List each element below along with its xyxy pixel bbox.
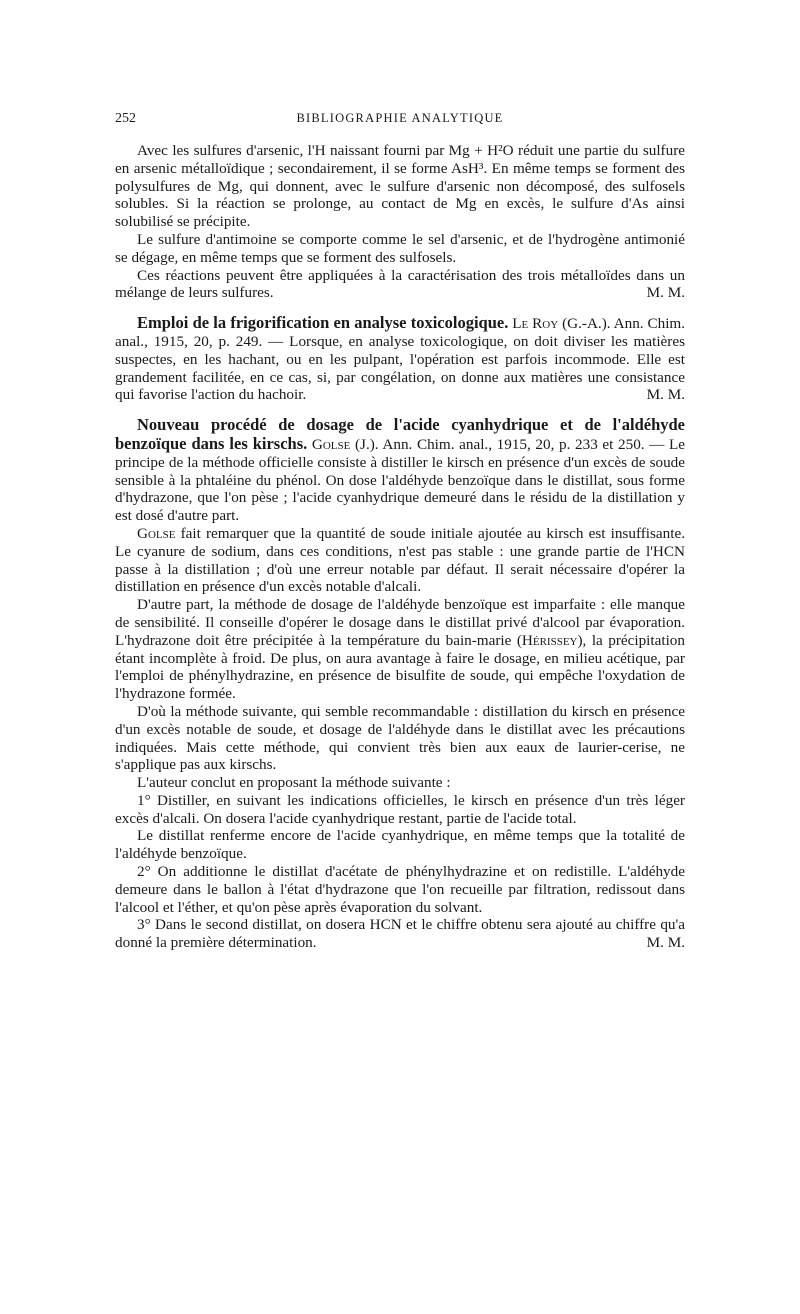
paragraph: L'auteur conclut en proposant la méthode suivante :: [137, 774, 451, 792]
paragraph: D'où la méthode suivante, qui semble recommandable : distillation du kirsch en présence d'un excès notable de soude, et dosage de l'aldéhyde dans le distillat avec les précautions indiquées. Mais cette méthode, qui convient très bien aux eaux de laurier-cerise, ne s'applique pas aux kirschs.: [115, 702, 685, 774]
paragraph: [115, 314, 685, 404]
paragraph: [115, 596, 685, 703]
paragraph-text: (G.-A.). Ann. Chim. anal., 1915, 20, p. 249. — Lorsque, en analyse toxicologique, on doit diviser les matières suspectes, en les hachant, ou en les pulpant, l'opération est parfois incommode. Elle est grandement facilitée, en ce cas, si, par congélation, on donne aux matières une consistance qui favorise l'action du hachoir.: [115, 315, 686, 404]
running-title: BIBLIOGRAPHIE ANALYTIQUE: [296, 111, 504, 125]
section-frigorification: [115, 314, 685, 404]
paragraph: 1° Distiller, en suivant les indications officielles, le kirsch en présence d'un très léger excès d'alcali. On dosera l'acide cyanhydrique restant, partie de l'acide total.: [115, 791, 685, 827]
paragraph-text: Ces réactions peuvent être appliquées à la caractérisation des trois métalloïdes dans un mélange de leurs sulfures.: [115, 266, 685, 302]
page: [115, 110, 685, 952]
author-name: Le Roy: [512, 315, 559, 333]
author-name: Golse: [311, 435, 351, 453]
paragraph-text: (J.). Ann. Chim. anal., 1915, 20, p. 233 et 250. — Le principe de la méthode officielle consiste à distiller le kirsch en présence d'un excès de soude sensible à la phtaléine du phénol. On dose l'aldéhyde benzoïque dans le distillat, sous forme d'hydrazone, que l'on pèse ; l'acide cyanhydrique demeuré dans le résidu de la distillation y est dosé d'autre part.: [115, 435, 686, 525]
paragraph: [115, 416, 685, 525]
section-sulfures: [115, 142, 685, 302]
paragraph: Le sulfure d'antimoine se comporte comme le sel d'arsenic, et de l'hydrogène antimonié se dégage, en même temps que se forment des sulfosels.: [115, 230, 685, 266]
paragraph: 2° On additionne le distillat d'acétate de phénylhydrazine et on redistille. L'aldéhyde demeure dans le ballon à l'état d'hydrazone que l'on recueille par filtration, redissout dans l'alcool et l'éther, et qu'on pèse après évaporation du solvant.: [115, 863, 685, 916]
signature: M. M.: [646, 934, 685, 952]
paragraph: [115, 525, 685, 596]
paragraph-text: fait remarquer que la quantité de soude initiale ajoutée au kirsch est insuffisante. Le cyanure de sodium, dans ces conditions, n'est pas stable : une grande partie de l'HCN passe à la distillation ; d'où une erreur notable par défaut. Il serait nécessaire d'opérer la distillation en présence d'un excès notable d'alcali.: [115, 524, 686, 596]
article-title: Emploi de la frigorification en analyse toxicologique.: [137, 313, 509, 333]
paragraph-text: ), la précipitation étant incomplète à froid. De plus, on aura avantage à faire le dosage, en milieu acétique, par l'emploi de phénylhydrazine, en présence de bisulfite de soude, qui empêche l'oxydation de l'hydrazone formée.: [115, 631, 685, 703]
page-header: [115, 110, 685, 132]
section-kirsch: [115, 416, 685, 952]
author-name: Hérissey: [521, 631, 578, 649]
author-name: Golse: [137, 524, 176, 542]
paragraph: [115, 267, 685, 303]
page-number: 252: [115, 111, 136, 126]
paragraph-text: 3° Dans le second distillat, on dosera HCN et le chiffre obtenu sera ajouté au chiffre qu'a donné la première détermination.: [115, 916, 685, 952]
paragraph: Avec les sulfures d'arsenic, l'H naissant fourni par Mg + H²O réduit une partie du sulfure en arsenic métalloïdique ; secondairement, il se forme AsH³. En même temps se forment des polysulfures de Mg, qui donnent, avec le sulfure d'arsenic non décomposé, des sulfosels solubles. Si la réaction se prolonge, au contact de Mg en excès, le sulfure d'As ainsi solubilisé se précipite.: [115, 142, 685, 231]
paragraph: [115, 916, 685, 952]
signature: M. M.: [646, 386, 685, 404]
article-title: Nouveau procédé de dosage de l'acide cyanhydrique et de l'aldéhyde benzoïque dans les kirschs.: [115, 415, 685, 453]
signature: M. M.: [646, 284, 685, 302]
paragraph: Le distillat renferme encore de l'acide cyanhydrique, en même temps que la totalité de l'aldéhyde benzoïque.: [115, 827, 685, 863]
paragraph-text: D'autre part, la méthode de dosage de l'aldéhyde benzoïque est imparfaite : elle manque de sensibilité. Il conseille d'opérer le dosage dans le distillat privé d'alcool par évaporation. L'hydrazone doit être précipitée à la température du bain-marie (: [115, 596, 685, 649]
